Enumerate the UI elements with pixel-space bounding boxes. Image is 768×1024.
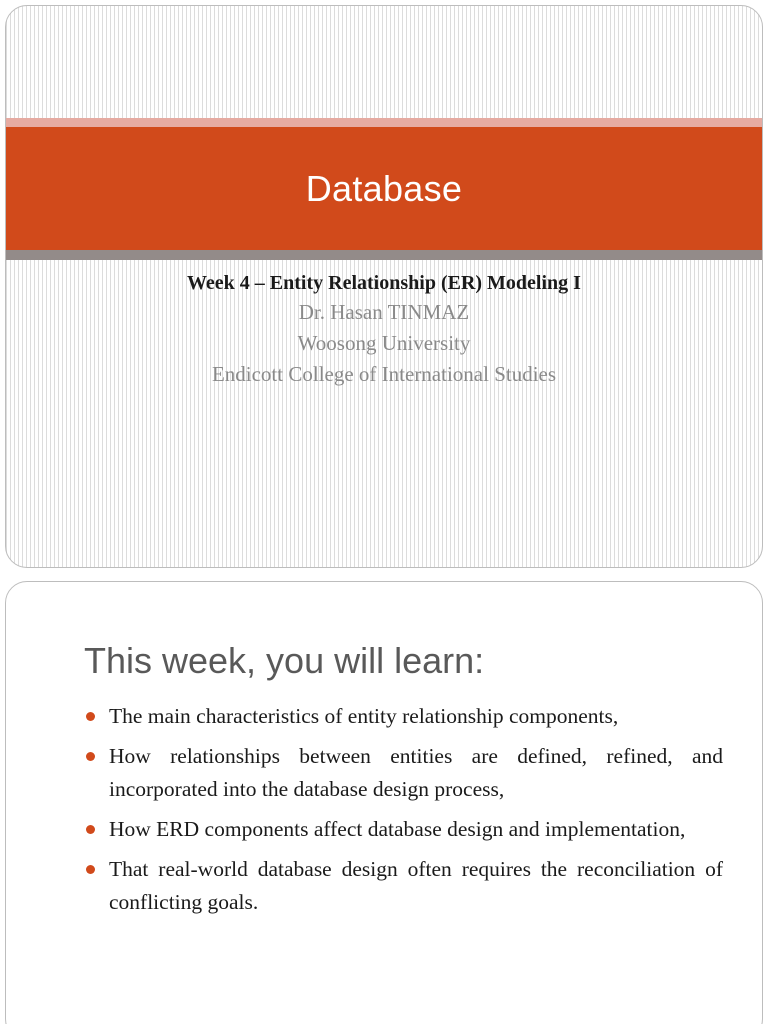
objectives-slide <box>5 581 763 1024</box>
slide-title: Database <box>305 167 463 209</box>
bullet-dot-icon <box>86 752 95 761</box>
list-item-text: That real-world database design often requires the reconciliation of conflicting goals. <box>109 857 723 914</box>
list-item <box>84 700 723 733</box>
list-item-text: The main characteristics of entity relationship components, <box>109 704 619 728</box>
week-subtitle: Week 4 – Entity Relationship (ER) Modeling I <box>187 272 581 294</box>
list-item-text: How relationships between entities are defined, refined, and incorporated into the database design process, <box>109 744 723 801</box>
college-name: Endicott College of International Studies <box>211 362 557 386</box>
bullet-dot-icon <box>86 712 95 721</box>
list-item <box>84 853 723 919</box>
title-top-stripe <box>6 118 762 127</box>
slide-heading: This week, you will learn: <box>84 640 485 681</box>
list-item <box>84 740 723 806</box>
bullet-dot-icon <box>86 825 95 834</box>
objectives-list <box>84 700 723 926</box>
author-name: Dr. Hasan TINMAZ <box>298 300 470 324</box>
list-item-text: How ERD components affect database design and implementation, <box>109 817 686 841</box>
title-slide <box>5 5 763 568</box>
title-band <box>6 127 762 250</box>
university-name: Woosong University <box>297 331 471 355</box>
bullet-dot-icon <box>86 865 95 874</box>
list-item <box>84 813 723 846</box>
title-bottom-stripe <box>6 250 762 260</box>
subtitle-block <box>6 269 762 390</box>
